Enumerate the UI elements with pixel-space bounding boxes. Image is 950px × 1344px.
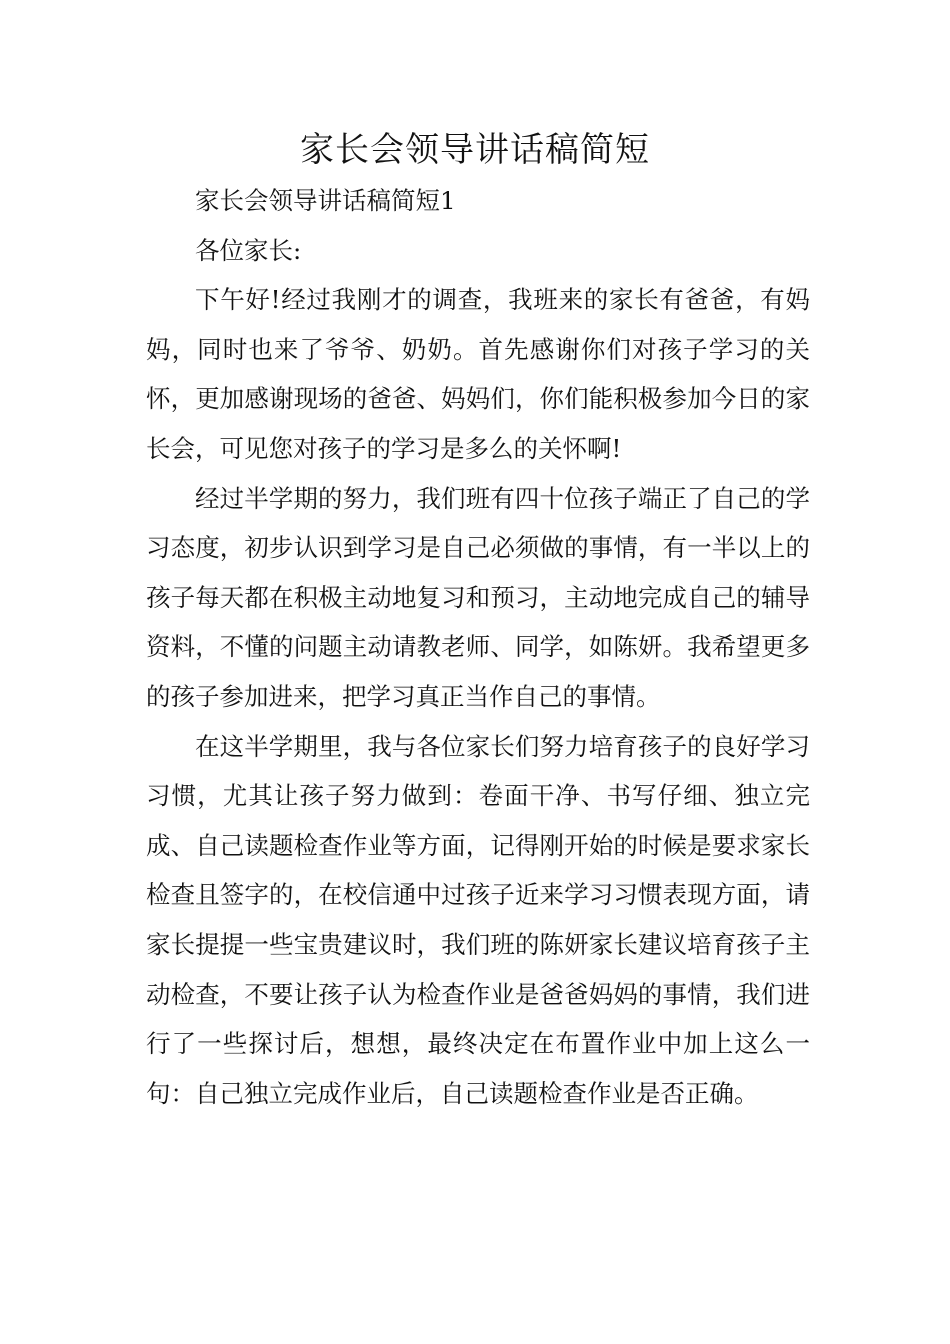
salutation-paragraph: 各位家长: xyxy=(195,235,302,265)
body-paragraph: 经过半学期的努力，我们班有四十位孩子端正了自己的学习态度，初步认识到学习是自己必须做的事情，有一半以上的孩子每天都在积极主动地复习和预习，主动地完成自己的辅导资料，不懂的问题主动请教老师、同学，如陈妍。我希望更多的孩子参加进来，把学习真正当作自己的事情。 xyxy=(146,483,810,711)
document-title: 家长会领导讲话稿简短 xyxy=(300,130,650,170)
subtitle-paragraph: 家长会领导讲话稿简短1 xyxy=(195,186,456,215)
body-paragraph: 下午好!经过我刚才的调查，我班来的家长有爸爸，有妈妈，同时也来了爷爷、奶奶。首先感谢你们对孩子学习的关怀，更加感谢现场的爸爸、妈妈们，你们能积极参加今日的家长会，可见您对孩子的学习是多么的关怀啊! xyxy=(146,285,810,463)
document-body xyxy=(146,176,810,1118)
body-paragraph: 在这半学期里，我与各位家长们努力培育孩子的良好学习习惯，尤其让孩子努力做到：卷面干净、书写仔细、独立完成、自己读题检查作业等方面，记得刚开始的时候是要求家长检查且签字的，在校信通中过孩子近来学习习惯表现方面，请家长提提一些宝贵建议时，我们班的陈妍家长建议培育孩子主动检查，不要让孩子认为检查作业是爸爸妈妈的事情，我们进行了一些探讨后，想想，最终决定在布置作业中加上这么一句：自己独立完成作业后，自己读题检查作业是否正确。 xyxy=(146,731,810,1108)
